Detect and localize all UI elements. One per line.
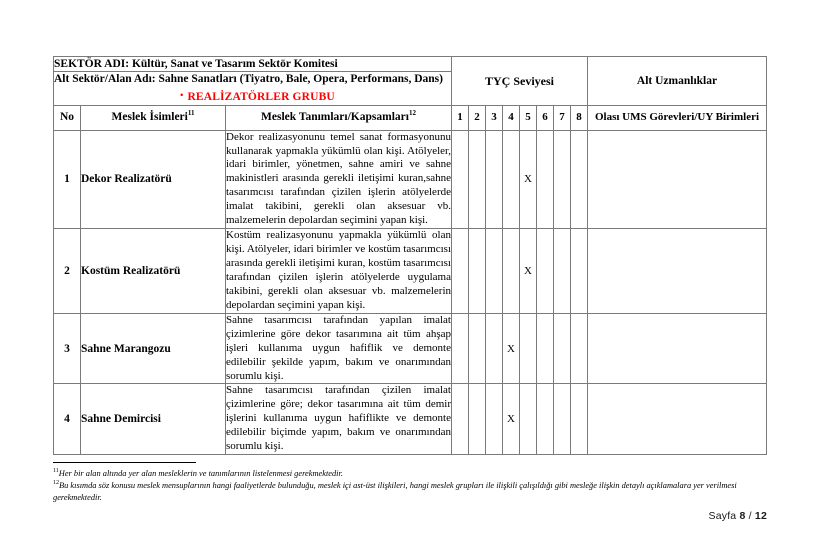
row-level-4: X (503, 313, 520, 384)
header-no: No (54, 106, 81, 130)
occupation-table (53, 56, 767, 455)
header-level-7: 7 (554, 106, 571, 130)
row-level-6 (537, 130, 554, 228)
row-level-4 (503, 130, 520, 228)
row-level-7 (554, 130, 571, 228)
header-occupation-names (81, 106, 226, 130)
row-level-8 (571, 228, 588, 313)
page-footer-separator: / (748, 510, 752, 522)
row-level-2 (469, 228, 486, 313)
tyc-level-header-cell (452, 57, 588, 106)
row-level-5 (520, 313, 537, 384)
header-occupation-definitions-text: Meslek Tanımları/Kapsamları (261, 111, 409, 124)
row-level-3 (486, 384, 503, 455)
header-alt-expertise-sub: Olası UMS Görevleri/UY Birimleri (588, 106, 767, 130)
header-level-8: 8 (571, 106, 588, 130)
header-level-6: 6 (537, 106, 554, 130)
subsector-label: Alt Sektör/Alan Adı: Sahne Sanatları (Tiyatro, Bale, Opera, Performans, Dans) (54, 73, 443, 86)
table-row (54, 228, 767, 313)
row-level-3 (486, 313, 503, 384)
row-level-8 (571, 313, 588, 384)
row-level-1 (452, 384, 469, 455)
row-occupation-name: Kostüm Realizatörü (81, 228, 226, 313)
footnote-11 (53, 468, 767, 480)
row-level-6 (537, 313, 554, 384)
row-level-5: X (520, 228, 537, 313)
footnote-12-text: Bu kısımda söz konusu meslek mensuplarının hangi faaliyetlerde bulunduğu, meslek içi ast-üst ilişkileri, hangi meslek grupları ile ilişkili çalışıldığı gibi mesleğe ilişkin detaylı açıklamalara yer verilmesi gerekmektedir. (53, 480, 737, 502)
page-footer-prefix: Sayfa (708, 510, 737, 522)
page-footer-total: 12 (754, 510, 767, 522)
row-occupation-description: Sahne tasarımcısı tarafından çizilen imalat çizimlerine göre; dekor tasarımına ait tüm demir işlerini kullanıma uygun hafiflikte ve demonte edilebilir biçimde yapım, bakım ve onarımından sorumlu kişi. (226, 384, 452, 455)
row-level-4 (503, 228, 520, 313)
footnote-12-marker: 12 (53, 480, 59, 487)
row-occupation-description: Kostüm realizasyonunu yapmakla yükümlü olan kişi. Atölyeler, idari birimler ve kostüm tasarımcısı arasında gerekli iletişimi kuran, kostüm tasarımcısı tarafından çizilen işlerin atölyelerde uygulama takibini, gerekli olan aksesuar vb. malzemelerin depolardan seçimini yapan kişi. (226, 228, 452, 313)
footnote-separator (53, 462, 196, 463)
table-row (54, 313, 767, 384)
group-line (54, 89, 451, 106)
row-occupation-name: Dekor Realizatörü (81, 130, 226, 228)
row-level-7 (554, 313, 571, 384)
row-no: 4 (54, 384, 81, 455)
row-no: 3 (54, 313, 81, 384)
row-level-2 (469, 384, 486, 455)
header-level-2: 2 (469, 106, 486, 130)
footnote-marker-12: 12 (408, 109, 416, 118)
row-level-4: X (503, 384, 520, 455)
row-level-7 (554, 384, 571, 455)
row-occupation-description: Sahne tasarımcısı tarafından yapılan imalat çizimlerine göre dekor tasarımına ait tüm ahşap işleri kullanıma uygun hafiflik ve demonte edilebilir şekilde yapım, bakım ve onarımından sorumlu kişi. (226, 313, 452, 384)
group-badge (180, 89, 335, 106)
row-level-3 (486, 130, 503, 228)
sector-name-cell: SEKTÖR ADI: Kültür, Sanat ve Tasarım Sektör Komitesi (54, 57, 452, 72)
row-level-5 (520, 384, 537, 455)
table-row (54, 384, 767, 455)
row-level-8 (571, 384, 588, 455)
row-level-5: X (520, 130, 537, 228)
sector-name-row (54, 57, 767, 72)
footnotes-block (53, 468, 767, 504)
footnote-marker-11: 11 (187, 109, 195, 118)
row-alt-expertise (588, 313, 767, 384)
bullet-icon: • (180, 89, 184, 100)
row-no: 2 (54, 228, 81, 313)
header-level-5: 5 (520, 106, 537, 130)
row-occupation-name: Sahne Marangozu (81, 313, 226, 384)
header-level-3: 3 (486, 106, 503, 130)
group-label: REALİZATÖRLER GRUBU (187, 90, 335, 103)
header-occupation-definitions (226, 106, 452, 130)
row-alt-expertise (588, 384, 767, 455)
row-level-7 (554, 228, 571, 313)
header-level-1: 1 (452, 106, 469, 130)
header-occupation-names-text: Meslek İsimleri (111, 111, 188, 124)
header-level-4: 4 (503, 106, 520, 130)
alt-expertise-header-label: Alt Uzmanlıklar (636, 75, 718, 88)
subsector-name-cell (54, 72, 452, 106)
tyc-level-header-label: TYÇ Seviyesi (485, 73, 554, 88)
page-footer-current: 8 (739, 510, 746, 522)
footnote-11-marker: 11 (53, 468, 59, 475)
row-level-3 (486, 228, 503, 313)
row-level-2 (469, 313, 486, 384)
row-occupation-name: Sahne Demircisi (81, 384, 226, 455)
row-level-8 (571, 130, 588, 228)
row-level-1 (452, 130, 469, 228)
row-alt-expertise (588, 130, 767, 228)
row-level-6 (537, 384, 554, 455)
row-level-2 (469, 130, 486, 228)
footnote-11-text: Her bir alan altında yer alan mesleklerin ve tanımlarının listelenmesi gerekmektedir. (58, 469, 343, 478)
column-header-row (54, 106, 767, 130)
row-alt-expertise (588, 228, 767, 313)
alt-expertise-header-cell (588, 57, 767, 106)
page-number-footer (709, 510, 768, 522)
row-no: 1 (54, 130, 81, 228)
table-row (54, 130, 767, 228)
row-occupation-description: Dekor realizasyonunu temel sanat formasyonunu kullanarak yapmakla yükümlü olan kişi. Atölyeler, idari birimler, yönetmen, sahne amiri ve sahne makinistleri arasında gerekli iletişimi kuran,sahne tasarımcısı tarafından çizilen işlerin atölyelerde imalat takibini, gerekli olan aksesuar vb. malzemelerin depolardan seçimini yapan kişi. (226, 130, 452, 228)
row-level-6 (537, 228, 554, 313)
row-level-1 (452, 228, 469, 313)
row-level-1 (452, 313, 469, 384)
footnote-12 (53, 480, 767, 504)
